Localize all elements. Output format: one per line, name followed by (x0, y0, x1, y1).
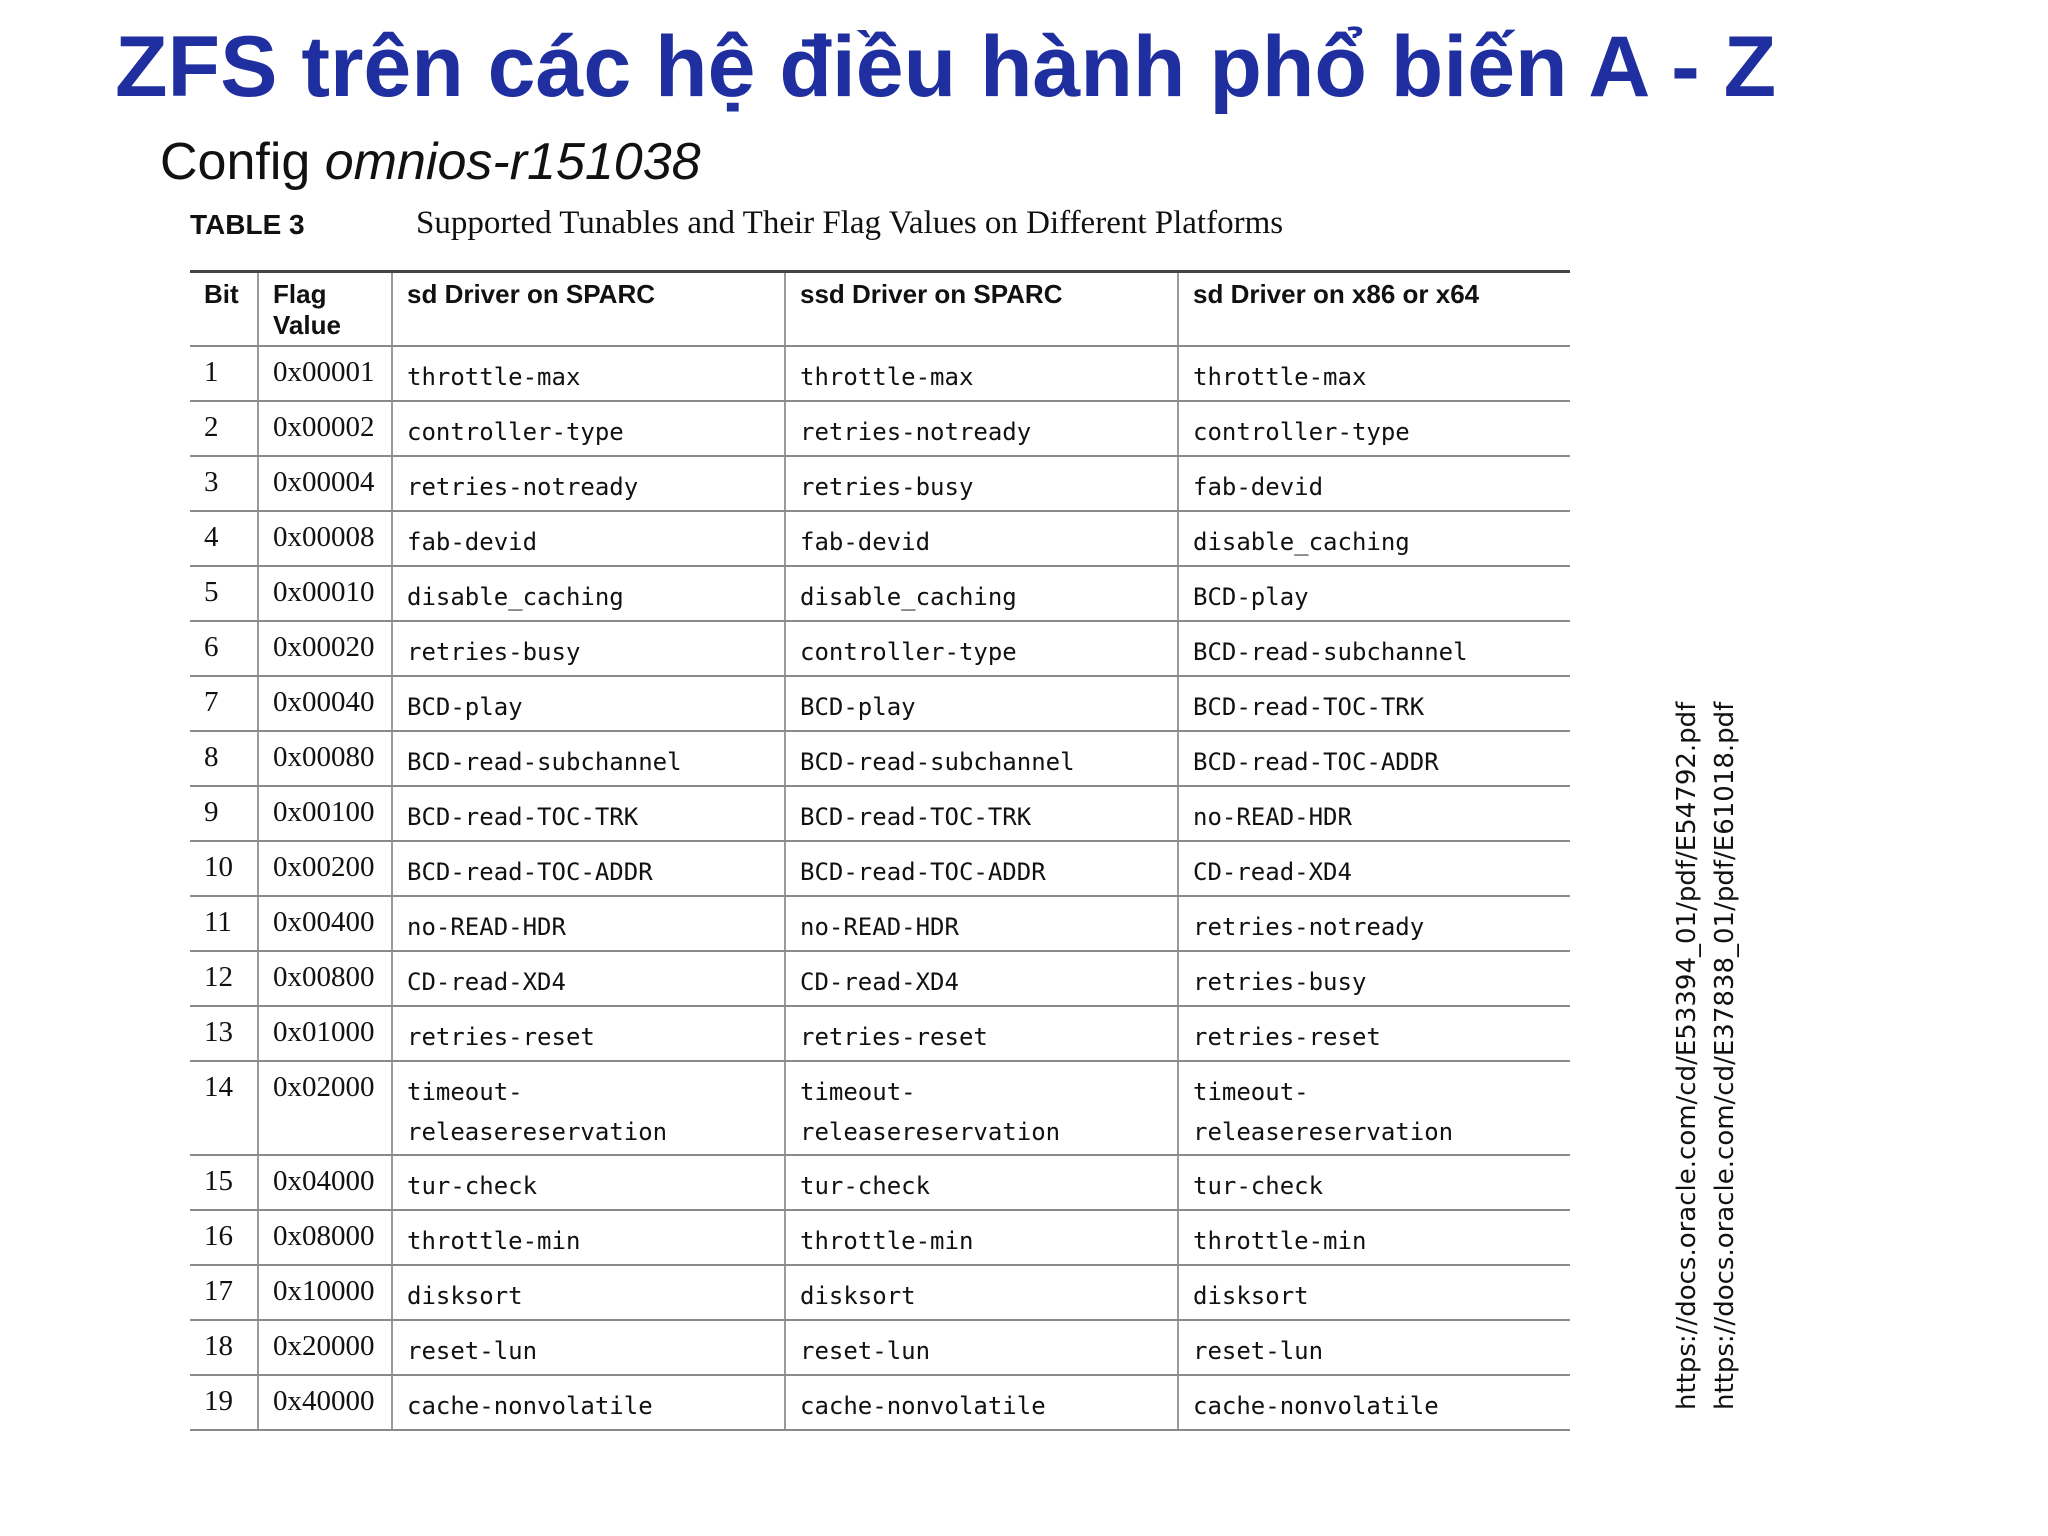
cell-flag-value: 0x20000 (258, 1320, 392, 1375)
source-url-1[interactable]: https://docs.oracle.com/cd/E53394_01/pdf/E54792.pdf (1672, 701, 1702, 1410)
table-row (190, 1375, 1570, 1430)
cell-ssd-sparc: fab-devid (785, 511, 1178, 566)
cell-ssd-sparc: throttle-min (785, 1210, 1178, 1265)
cell-bit: 5 (190, 566, 258, 621)
cell-ssd-sparc: BCD-read-TOC-ADDR (785, 841, 1178, 896)
cell-sd-x86: cache-nonvolatile (1178, 1375, 1570, 1430)
cell-ssd-sparc: no-READ-HDR (785, 896, 1178, 951)
cell-bit: 13 (190, 1006, 258, 1061)
table-body (190, 346, 1570, 1430)
cell-bit: 14 (190, 1061, 258, 1155)
cell-sd-sparc: fab-devid (392, 511, 785, 566)
table-header-row (190, 272, 1570, 347)
cell-sd-x86: retries-busy (1178, 951, 1570, 1006)
cell-sd-sparc: throttle-min (392, 1210, 785, 1265)
cell-flag-value: 0x00020 (258, 621, 392, 676)
cell-bit: 17 (190, 1265, 258, 1320)
cell-sd-sparc: no-READ-HDR (392, 896, 785, 951)
table-row (190, 621, 1570, 676)
cell-sd-sparc: retries-reset (392, 1006, 785, 1061)
cell-flag-value: 0x00800 (258, 951, 392, 1006)
cell-flag-value: 0x04000 (258, 1155, 392, 1210)
cell-flag-value: 0x00200 (258, 841, 392, 896)
cell-bit: 16 (190, 1210, 258, 1265)
cell-sd-x86: BCD-read-subchannel (1178, 621, 1570, 676)
table-row (190, 456, 1570, 511)
cell-sd-x86: retries-notready (1178, 896, 1570, 951)
table-row (190, 731, 1570, 786)
table-caption (190, 205, 1570, 251)
cell-bit: 10 (190, 841, 258, 896)
header-bit: Bit (190, 272, 258, 347)
cell-ssd-sparc: timeout- releasereservation (785, 1061, 1178, 1155)
cell-flag-value: 0x02000 (258, 1061, 392, 1155)
table-row (190, 951, 1570, 1006)
cell-ssd-sparc: CD-read-XD4 (785, 951, 1178, 1006)
cell-bit: 19 (190, 1375, 258, 1430)
cell-flag-value: 0x00080 (258, 731, 392, 786)
cell-flag-value: 0x10000 (258, 1265, 392, 1320)
cell-sd-x86: no-READ-HDR (1178, 786, 1570, 841)
table-row (190, 841, 1570, 896)
cell-sd-x86: controller-type (1178, 401, 1570, 456)
cell-bit: 1 (190, 346, 258, 401)
cell-sd-x86: tur-check (1178, 1155, 1570, 1210)
cell-sd-x86: reset-lun (1178, 1320, 1570, 1375)
cell-sd-sparc: controller-type (392, 401, 785, 456)
table-row (190, 1320, 1570, 1375)
cell-sd-sparc: cache-nonvolatile (392, 1375, 785, 1430)
cell-ssd-sparc: BCD-read-subchannel (785, 731, 1178, 786)
cell-bit: 2 (190, 401, 258, 456)
table-row (190, 1265, 1570, 1320)
table-row (190, 1155, 1570, 1210)
tunables-table (190, 270, 1570, 1431)
cell-ssd-sparc: retries-busy (785, 456, 1178, 511)
table-row (190, 511, 1570, 566)
table-row (190, 676, 1570, 731)
cell-ssd-sparc: disksort (785, 1265, 1178, 1320)
cell-sd-sparc: retries-busy (392, 621, 785, 676)
cell-ssd-sparc: retries-reset (785, 1006, 1178, 1061)
cell-bit: 18 (190, 1320, 258, 1375)
cell-ssd-sparc: reset-lun (785, 1320, 1178, 1375)
cell-flag-value: 0x00001 (258, 346, 392, 401)
cell-flag-value: 0x01000 (258, 1006, 392, 1061)
cell-sd-sparc: BCD-read-TOC-TRK (392, 786, 785, 841)
source-urls (1668, 702, 1744, 1410)
table-row (190, 401, 1570, 456)
cell-sd-sparc: disksort (392, 1265, 785, 1320)
cell-sd-x86: BCD-play (1178, 566, 1570, 621)
cell-bit: 7 (190, 676, 258, 731)
table-caption-text: Supported Tunables and Their Flag Values on Different Platforms (416, 205, 1284, 241)
slide-subtitle (160, 132, 701, 192)
cell-ssd-sparc: cache-nonvolatile (785, 1375, 1178, 1430)
cell-sd-sparc: BCD-read-subchannel (392, 731, 785, 786)
table-row (190, 566, 1570, 621)
cell-ssd-sparc: disable_caching (785, 566, 1178, 621)
cell-bit: 9 (190, 786, 258, 841)
cell-bit: 6 (190, 621, 258, 676)
cell-flag-value: 0x40000 (258, 1375, 392, 1430)
cell-sd-sparc: retries-notready (392, 456, 785, 511)
header-sd-x86: sd Driver on x86 or x64 (1178, 272, 1570, 347)
table-row (190, 896, 1570, 951)
cell-sd-sparc: tur-check (392, 1155, 785, 1210)
cell-sd-sparc: throttle-max (392, 346, 785, 401)
table-row (190, 786, 1570, 841)
slide-title: ZFS trên các hệ điều hành phổ biến A - Z (115, 19, 1777, 115)
source-url-2[interactable]: https://docs.oracle.com/cd/E37838_01/pdf/E61018.pdf (1710, 701, 1740, 1410)
cell-sd-x86: BCD-read-TOC-TRK (1178, 676, 1570, 731)
cell-sd-x86: retries-reset (1178, 1006, 1570, 1061)
cell-flag-value: 0x00004 (258, 456, 392, 511)
cell-flag-value: 0x00010 (258, 566, 392, 621)
cell-ssd-sparc: tur-check (785, 1155, 1178, 1210)
cell-sd-x86: BCD-read-TOC-ADDR (1178, 731, 1570, 786)
cell-ssd-sparc: throttle-max (785, 346, 1178, 401)
table-label: TABLE 3 (190, 209, 305, 240)
cell-ssd-sparc: BCD-read-TOC-TRK (785, 786, 1178, 841)
cell-bit: 12 (190, 951, 258, 1006)
table-row (190, 1006, 1570, 1061)
cell-sd-sparc: CD-read-XD4 (392, 951, 785, 1006)
cell-sd-x86: disksort (1178, 1265, 1570, 1320)
cell-sd-x86: CD-read-XD4 (1178, 841, 1570, 896)
table-row (190, 1210, 1570, 1265)
header-sd-sparc: sd Driver on SPARC (392, 272, 785, 347)
cell-sd-sparc: reset-lun (392, 1320, 785, 1375)
cell-sd-sparc: disable_caching (392, 566, 785, 621)
cell-bit: 15 (190, 1155, 258, 1210)
cell-flag-value: 0x00400 (258, 896, 392, 951)
cell-ssd-sparc: retries-notready (785, 401, 1178, 456)
cell-flag-value: 0x08000 (258, 1210, 392, 1265)
header-flag-value: Flag Value (258, 272, 392, 347)
cell-sd-sparc: BCD-read-TOC-ADDR (392, 841, 785, 896)
cell-flag-value: 0x00008 (258, 511, 392, 566)
cell-ssd-sparc: controller-type (785, 621, 1178, 676)
subtitle-config-name: omnios-r151038 (324, 133, 701, 191)
cell-flag-value: 0x00100 (258, 786, 392, 841)
cell-bit: 3 (190, 456, 258, 511)
cell-sd-x86: throttle-min (1178, 1210, 1570, 1265)
cell-bit: 4 (190, 511, 258, 566)
subtitle-prefix: Config (160, 133, 325, 191)
table-row (190, 1061, 1570, 1155)
cell-sd-sparc: BCD-play (392, 676, 785, 731)
header-ssd-sparc: ssd Driver on SPARC (785, 272, 1178, 347)
cell-bit: 8 (190, 731, 258, 786)
cell-flag-value: 0x00040 (258, 676, 392, 731)
table-row (190, 346, 1570, 401)
cell-flag-value: 0x00002 (258, 401, 392, 456)
cell-sd-x86: throttle-max (1178, 346, 1570, 401)
cell-sd-x86: disable_caching (1178, 511, 1570, 566)
cell-sd-sparc: timeout- releasereservation (392, 1061, 785, 1155)
cell-bit: 11 (190, 896, 258, 951)
cell-sd-x86: fab-devid (1178, 456, 1570, 511)
cell-ssd-sparc: BCD-play (785, 676, 1178, 731)
cell-sd-x86: timeout- releasereservation (1178, 1061, 1570, 1155)
